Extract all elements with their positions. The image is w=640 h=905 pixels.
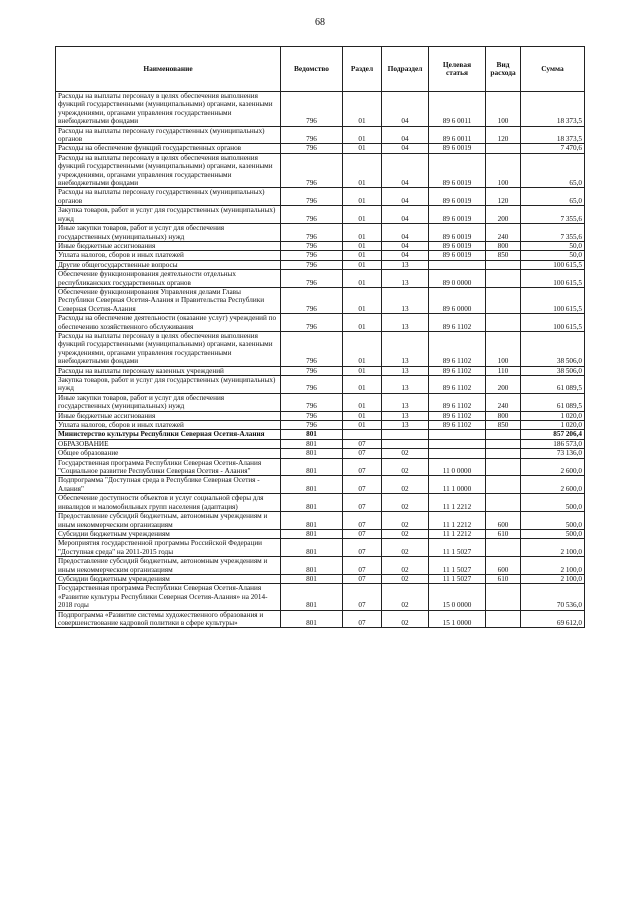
cell-podrazdel: 02 — [382, 529, 429, 538]
cell-summa: 61 089,5 — [521, 376, 585, 394]
table-row — [56, 430, 585, 439]
cell-summa: 1 020,0 — [521, 421, 585, 430]
cell-summa: 65,0 — [521, 153, 585, 188]
cell-statya: 15 1 0000 — [429, 610, 486, 628]
cell-razdel: 01 — [343, 206, 382, 224]
cell-vid — [486, 430, 521, 439]
table-row — [56, 439, 585, 448]
header-podrazdel: Подраздел — [382, 47, 429, 92]
table-row — [56, 610, 585, 628]
cell-statya: 11 1 5027 — [429, 539, 486, 557]
table-row — [56, 376, 585, 394]
cell-summa: 2 600,0 — [521, 458, 585, 476]
cell-ved: 796 — [281, 241, 343, 250]
cell-summa: 38 506,0 — [521, 366, 585, 375]
cell-name: Подпрограмма «Развитие системы художественного образования и совершенствование кадровой политики в сфере культуры» — [56, 610, 281, 628]
cell-podrazdel: 04 — [382, 251, 429, 260]
cell-name: Иные бюджетные ассигнования — [56, 411, 281, 420]
cell-razdel: 01 — [343, 270, 382, 288]
cell-razdel: 01 — [343, 421, 382, 430]
cell-vid: 610 — [486, 574, 521, 583]
cell-ved: 796 — [281, 206, 343, 224]
cell-razdel: 07 — [343, 610, 382, 628]
cell-ved: 801 — [281, 584, 343, 610]
cell-vid: 200 — [486, 206, 521, 224]
cell-podrazdel: 04 — [382, 144, 429, 153]
cell-razdel: 01 — [343, 376, 382, 394]
table-row — [56, 529, 585, 538]
cell-vid: 120 — [486, 126, 521, 144]
cell-vid — [486, 439, 521, 448]
cell-vid: 850 — [486, 421, 521, 430]
cell-ved: 801 — [281, 476, 343, 494]
cell-razdel — [343, 430, 382, 439]
cell-ved: 801 — [281, 512, 343, 530]
cell-ved: 796 — [281, 421, 343, 430]
cell-ved: 796 — [281, 411, 343, 420]
cell-razdel: 01 — [343, 366, 382, 375]
cell-name: Предоставление субсидий бюджетным, автономным учреждениям и иным некоммерческим организациям — [56, 512, 281, 530]
cell-statya: 89 6 0019 — [429, 144, 486, 153]
cell-podrazdel: 13 — [382, 260, 429, 269]
cell-vid: 600 — [486, 557, 521, 575]
cell-summa: 500,0 — [521, 494, 585, 512]
cell-vid — [486, 144, 521, 153]
cell-name: Расходы на обеспечение деятельности (оказание услуг) учреждений по обеспечению хозяйственного обслуживания — [56, 314, 281, 332]
cell-statya: 89 6 0019 — [429, 251, 486, 260]
cell-vid — [486, 539, 521, 557]
cell-summa: 100 615,5 — [521, 260, 585, 269]
cell-razdel: 07 — [343, 458, 382, 476]
table-row — [56, 512, 585, 530]
page-number: 68 — [315, 17, 325, 28]
cell-summa: 65,0 — [521, 188, 585, 206]
header-vid: Вид расхода — [486, 47, 521, 92]
cell-statya: 89 6 0019 — [429, 241, 486, 250]
cell-name: Мероприятия государственной программы Российской Федерации "Доступная среда" на 2011-2015 годы — [56, 539, 281, 557]
cell-ved: 801 — [281, 539, 343, 557]
cell-ved: 796 — [281, 376, 343, 394]
cell-podrazdel: 04 — [382, 206, 429, 224]
table-row — [56, 260, 585, 269]
cell-razdel: 01 — [343, 144, 382, 153]
cell-ved: 796 — [281, 251, 343, 260]
cell-summa: 100 615,5 — [521, 270, 585, 288]
cell-vid: 100 — [486, 331, 521, 366]
cell-ved: 796 — [281, 224, 343, 242]
cell-summa: 100 615,5 — [521, 314, 585, 332]
table-row — [56, 92, 585, 127]
table-header-row — [56, 47, 585, 92]
table-row — [56, 331, 585, 366]
cell-statya — [429, 439, 486, 448]
cell-razdel: 01 — [343, 153, 382, 188]
cell-podrazdel — [382, 430, 429, 439]
cell-vid — [486, 610, 521, 628]
table-row — [56, 314, 585, 332]
cell-statya: 89 6 1102 — [429, 314, 486, 332]
cell-statya: 89 6 0011 — [429, 126, 486, 144]
cell-razdel: 01 — [343, 188, 382, 206]
cell-ved: 801 — [281, 574, 343, 583]
table-row — [56, 574, 585, 583]
cell-statya — [429, 260, 486, 269]
cell-summa: 1 020,0 — [521, 411, 585, 420]
cell-vid: 100 — [486, 153, 521, 188]
cell-podrazdel: 02 — [382, 512, 429, 530]
table-row — [56, 241, 585, 250]
cell-podrazdel: 02 — [382, 449, 429, 458]
cell-name: Уплата налогов, сборов и иных платежей — [56, 251, 281, 260]
cell-podrazdel: 04 — [382, 126, 429, 144]
cell-razdel: 01 — [343, 224, 382, 242]
cell-ved: 796 — [281, 92, 343, 127]
table-row — [56, 494, 585, 512]
cell-razdel: 07 — [343, 439, 382, 448]
cell-statya: 89 6 1102 — [429, 393, 486, 411]
cell-vid: 100 — [486, 92, 521, 127]
table-row — [56, 144, 585, 153]
cell-statya: 11 1 0000 — [429, 476, 486, 494]
cell-statya: 89 6 0019 — [429, 153, 486, 188]
cell-ved: 796 — [281, 126, 343, 144]
cell-statya: 89 6 1102 — [429, 331, 486, 366]
cell-razdel: 01 — [343, 287, 382, 313]
cell-vid: 610 — [486, 529, 521, 538]
cell-vid — [486, 287, 521, 313]
cell-podrazdel: 13 — [382, 421, 429, 430]
cell-summa: 2 100,0 — [521, 539, 585, 557]
cell-podrazdel: 04 — [382, 92, 429, 127]
cell-ved: 801 — [281, 430, 343, 439]
header-name: Наименование — [56, 47, 281, 92]
cell-name: ОБРАЗОВАНИЕ — [56, 439, 281, 448]
cell-ved: 796 — [281, 153, 343, 188]
table-row — [56, 458, 585, 476]
cell-podrazdel: 04 — [382, 224, 429, 242]
cell-vid — [486, 476, 521, 494]
cell-razdel: 01 — [343, 126, 382, 144]
cell-razdel: 01 — [343, 260, 382, 269]
cell-vid — [486, 270, 521, 288]
cell-ved: 796 — [281, 188, 343, 206]
cell-name: Расходы на выплаты персоналу государственных (муниципальных) органов — [56, 188, 281, 206]
cell-razdel: 07 — [343, 494, 382, 512]
cell-podrazdel: 13 — [382, 411, 429, 420]
cell-razdel: 01 — [343, 92, 382, 127]
cell-statya: 89 6 0019 — [429, 206, 486, 224]
cell-podrazdel: 02 — [382, 476, 429, 494]
table-row — [56, 270, 585, 288]
table-row — [56, 153, 585, 188]
cell-razdel: 01 — [343, 393, 382, 411]
cell-name: Субсидии бюджетным учреждениям — [56, 529, 281, 538]
cell-ved: 796 — [281, 366, 343, 375]
table-row — [56, 476, 585, 494]
cell-statya: 11 1 5027 — [429, 557, 486, 575]
cell-podrazdel: 02 — [382, 610, 429, 628]
cell-summa: 857 206,4 — [521, 430, 585, 439]
table-row — [56, 251, 585, 260]
cell-ved: 796 — [281, 331, 343, 366]
cell-ved: 801 — [281, 458, 343, 476]
budget-table — [55, 46, 585, 628]
cell-vid — [486, 260, 521, 269]
cell-name: Расходы на обеспечение функций государственных органов — [56, 144, 281, 153]
cell-statya: 11 1 2212 — [429, 529, 486, 538]
cell-podrazdel: 02 — [382, 539, 429, 557]
cell-summa: 2 100,0 — [521, 557, 585, 575]
cell-vid — [486, 449, 521, 458]
table-row — [56, 188, 585, 206]
table-row — [56, 287, 585, 313]
cell-razdel: 07 — [343, 529, 382, 538]
cell-podrazdel: 02 — [382, 574, 429, 583]
header-summa: Сумма — [521, 47, 585, 92]
cell-ved: 801 — [281, 610, 343, 628]
cell-ved: 801 — [281, 439, 343, 448]
cell-summa: 18 373,5 — [521, 92, 585, 127]
header-ved: Ведомство — [281, 47, 343, 92]
cell-summa: 61 089,5 — [521, 393, 585, 411]
cell-vid — [486, 494, 521, 512]
table-row — [56, 449, 585, 458]
table-row — [56, 421, 585, 430]
cell-statya: 11 0 0000 — [429, 458, 486, 476]
table-row — [56, 584, 585, 610]
cell-name: Подпрограмма "Доступная среда в Республике Северная Осетия - Алания" — [56, 476, 281, 494]
cell-name: Расходы на выплаты персоналу государственных (муниципальных) органов — [56, 126, 281, 144]
cell-vid: 800 — [486, 411, 521, 420]
cell-podrazdel: 04 — [382, 188, 429, 206]
cell-podrazdel: 13 — [382, 270, 429, 288]
cell-vid: 240 — [486, 224, 521, 242]
cell-summa: 186 573,0 — [521, 439, 585, 448]
header-statya: Целевая статья — [429, 47, 486, 92]
cell-ved: 801 — [281, 529, 343, 538]
cell-summa: 69 612,0 — [521, 610, 585, 628]
cell-name: Иные бюджетные ассигнования — [56, 241, 281, 250]
cell-statya: 11 1 5027 — [429, 574, 486, 583]
table-row — [56, 411, 585, 420]
cell-summa: 50,0 — [521, 251, 585, 260]
cell-name: Государственная программа Республики Северная Осетия-Алания «Развитие культуры Республики Северная Осетия-Алания» на 2014-2018 годы — [56, 584, 281, 610]
cell-razdel: 01 — [343, 251, 382, 260]
cell-ved: 796 — [281, 144, 343, 153]
cell-podrazdel: 04 — [382, 153, 429, 188]
cell-summa: 100 615,5 — [521, 287, 585, 313]
cell-razdel: 07 — [343, 476, 382, 494]
cell-statya — [429, 430, 486, 439]
cell-summa: 2 100,0 — [521, 574, 585, 583]
cell-statya: 89 0 0000 — [429, 270, 486, 288]
cell-statya: 11 1 2212 — [429, 494, 486, 512]
table-row — [56, 393, 585, 411]
cell-name: Иные закупки товаров, работ и услуг для обеспечения государственных (муниципальных) нужд — [56, 393, 281, 411]
cell-statya: 89 6 1102 — [429, 366, 486, 375]
cell-ved: 801 — [281, 449, 343, 458]
cell-statya: 89 6 0011 — [429, 92, 486, 127]
cell-name: Общее образование — [56, 449, 281, 458]
cell-vid: 240 — [486, 393, 521, 411]
cell-ved: 801 — [281, 557, 343, 575]
table-row — [56, 126, 585, 144]
cell-summa: 73 136,0 — [521, 449, 585, 458]
cell-podrazdel: 13 — [382, 314, 429, 332]
cell-vid: 800 — [486, 241, 521, 250]
cell-razdel: 07 — [343, 557, 382, 575]
cell-vid: 850 — [486, 251, 521, 260]
cell-name: Уплата налогов, сборов и иных платежей — [56, 421, 281, 430]
cell-podrazdel: 02 — [382, 557, 429, 575]
cell-ved: 796 — [281, 314, 343, 332]
cell-razdel: 07 — [343, 574, 382, 583]
cell-name: Расходы на выплаты персоналу в целях обеспечения выполнения функций государственными (муниципальными) органами, казенными учреждениями, органами управления государственными внебюджетными фондами — [56, 92, 281, 127]
cell-summa: 500,0 — [521, 529, 585, 538]
cell-razdel: 07 — [343, 539, 382, 557]
cell-statya: 89 6 1102 — [429, 411, 486, 420]
cell-statya: 89 6 0000 — [429, 287, 486, 313]
cell-statya: 89 6 1102 — [429, 421, 486, 430]
cell-ved: 796 — [281, 287, 343, 313]
cell-razdel: 07 — [343, 512, 382, 530]
cell-ved: 796 — [281, 270, 343, 288]
cell-statya: 89 6 0019 — [429, 188, 486, 206]
cell-summa: 500,0 — [521, 512, 585, 530]
cell-summa: 18 373,5 — [521, 126, 585, 144]
cell-summa: 38 506,0 — [521, 331, 585, 366]
cell-vid: 120 — [486, 188, 521, 206]
cell-name: Министерство культуры Республики Северная Осетия-Алания — [56, 430, 281, 439]
cell-podrazdel: 13 — [382, 393, 429, 411]
cell-vid: 200 — [486, 376, 521, 394]
cell-name: Расходы на выплаты персоналу казенных учреждений — [56, 366, 281, 375]
cell-name: Закупка товаров, работ и услуг для государственных (муниципальных) нужд — [56, 206, 281, 224]
header-razdel: Раздел — [343, 47, 382, 92]
cell-statya: 15 0 0000 — [429, 584, 486, 610]
cell-summa: 7 470,6 — [521, 144, 585, 153]
cell-podrazdel: 02 — [382, 584, 429, 610]
cell-vid — [486, 458, 521, 476]
cell-vid — [486, 584, 521, 610]
cell-statya: 11 1 2212 — [429, 512, 486, 530]
cell-name: Другие общегосударственные вопросы — [56, 260, 281, 269]
table-row — [56, 366, 585, 375]
cell-summa: 70 536,0 — [521, 584, 585, 610]
cell-name: Расходы на выплаты персоналу в целях обеспечения выполнения функций государственными (муниципальными) органами, казенными учреждениями, органами управления государственными внебюджетными фондами — [56, 153, 281, 188]
cell-podrazdel: 13 — [382, 331, 429, 366]
cell-name: Субсидии бюджетным учреждениям — [56, 574, 281, 583]
cell-podrazdel: 13 — [382, 376, 429, 394]
cell-summa: 7 355,6 — [521, 206, 585, 224]
cell-ved: 796 — [281, 393, 343, 411]
cell-ved: 796 — [281, 260, 343, 269]
cell-razdel: 01 — [343, 241, 382, 250]
table-row — [56, 206, 585, 224]
cell-name: Государственная программа Республики Северная Осетия-Алания "Социальное развитие Республики Северная Осетия - Алания" — [56, 458, 281, 476]
cell-name: Иные закупки товаров, работ и услуг для обеспечения государственных (муниципальных) нужд — [56, 224, 281, 242]
cell-summa: 7 355,6 — [521, 224, 585, 242]
cell-summa: 2 600,0 — [521, 476, 585, 494]
cell-ved: 801 — [281, 494, 343, 512]
cell-name: Обеспечение функционирования деятельности отдельных республиканских государственных органов — [56, 270, 281, 288]
table-row — [56, 557, 585, 575]
cell-name: Обеспечение доступности объектов и услуг социальной сферы для инвалидов и маломобильных групп населения (адаптация) — [56, 494, 281, 512]
cell-razdel: 07 — [343, 584, 382, 610]
cell-statya: 89 6 1102 — [429, 376, 486, 394]
cell-statya: 89 6 0019 — [429, 224, 486, 242]
cell-podrazdel: 13 — [382, 287, 429, 313]
table-row — [56, 224, 585, 242]
cell-statya — [429, 449, 486, 458]
cell-summa: 50,0 — [521, 241, 585, 250]
cell-podrazdel: 04 — [382, 241, 429, 250]
table-row — [56, 539, 585, 557]
cell-vid: 600 — [486, 512, 521, 530]
cell-vid: 110 — [486, 366, 521, 375]
cell-name: Предоставление субсидий бюджетным, автономным учреждениям и иным некоммерческим организациям — [56, 557, 281, 575]
cell-razdel: 01 — [343, 314, 382, 332]
cell-razdel: 07 — [343, 449, 382, 458]
cell-vid — [486, 314, 521, 332]
cell-podrazdel: 13 — [382, 366, 429, 375]
cell-razdel: 01 — [343, 331, 382, 366]
cell-name: Обеспечение функционирования Управления делами Главы Республики Северная Осетия-Алания и Правительства Республики Северная Осетия-Алания — [56, 287, 281, 313]
cell-razdel: 01 — [343, 411, 382, 420]
cell-podrazdel: 02 — [382, 494, 429, 512]
cell-podrazdel: 02 — [382, 458, 429, 476]
cell-podrazdel — [382, 439, 429, 448]
cell-name: Расходы на выплаты персоналу в целях обеспечения выполнения функций государственными (муниципальными) органами, казенными учреждениями, органами управления государственными внебюджетными фондами — [56, 331, 281, 366]
cell-name: Закупка товаров, работ и услуг для государственных (муниципальных) нужд — [56, 376, 281, 394]
